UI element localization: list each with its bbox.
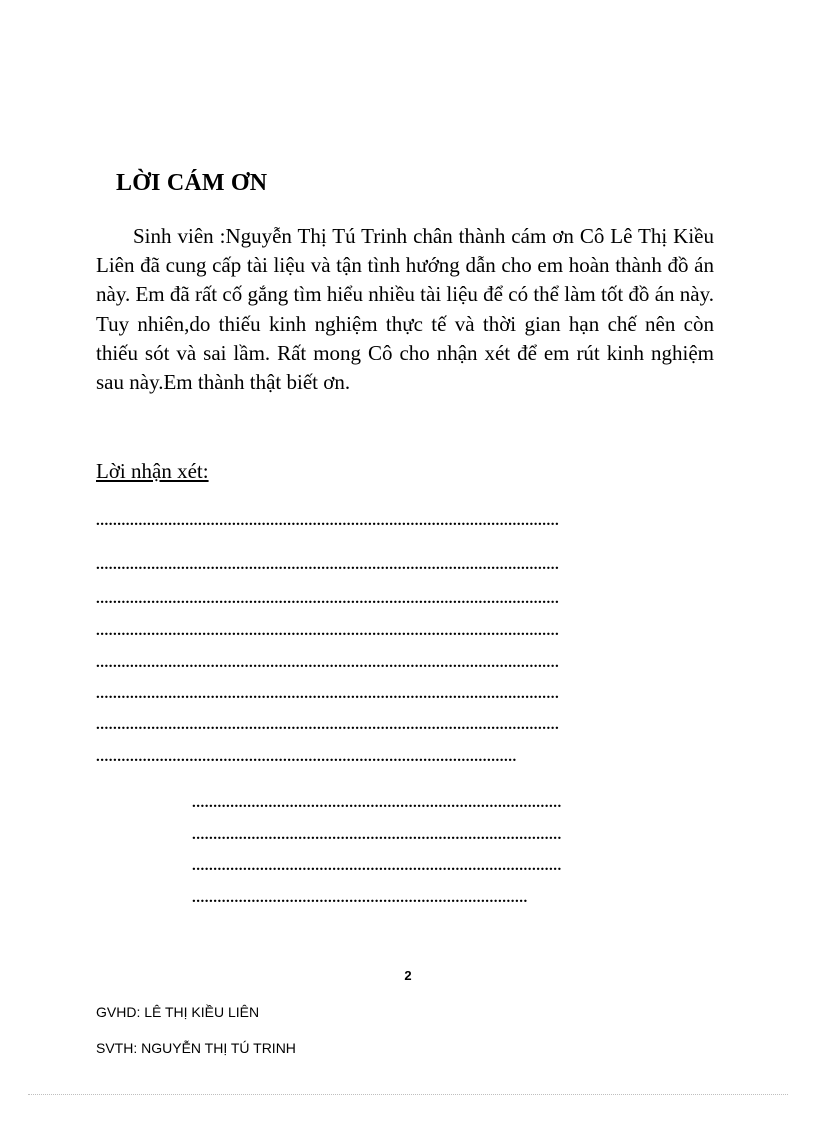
comment-line: ............................................................................................................. bbox=[96, 655, 560, 671]
page-number: 2 bbox=[404, 968, 412, 983]
comment-line: ............................................................................................................. bbox=[96, 686, 560, 702]
comment-line: ............................................................................................................. bbox=[96, 557, 560, 573]
comment-line: ............................................................................................................. bbox=[96, 623, 560, 639]
indented-line: ............................................................................... bbox=[192, 890, 528, 906]
comment-line: ............................................................................................................. bbox=[96, 513, 560, 529]
footer-svth: SVTH: NGUYỄN THỊ TÚ TRINH bbox=[96, 1040, 296, 1056]
page-title: LỜI CÁM ƠN bbox=[116, 170, 268, 196]
indented-line: ....................................................................................... bbox=[192, 795, 562, 811]
indented-line: ....................................................................................... bbox=[192, 827, 562, 843]
comment-line: ................................................................................................... bbox=[96, 749, 517, 765]
page-bottom-divider bbox=[28, 1094, 788, 1095]
acknowledgement-paragraph: Sinh viên :Nguyễn Thị Tú Trinh chân thành cám ơn Cô Lê Thị Kiều Liên đã cung cấp tài liệu và tận tình hướng dẫn cho em hoàn thành đồ án này. Em đã rất cố gắng tìm hiểu nhiều tài liệu để có thể làm tốt đồ án này. Tuy nhiên,do thiếu kinh nghiệm thực tế và thời gian hạn chế nên còn thiếu sót và sai lầm. Rất mong Cô cho nhận xét để em rút kinh nghiệm sau này.Em thành thật biết ơn. bbox=[96, 224, 714, 395]
indented-line: ....................................................................................... bbox=[192, 858, 562, 874]
comment-line: ............................................................................................................. bbox=[96, 591, 560, 607]
comment-label: Lời nhận xét: bbox=[96, 459, 209, 483]
comment-line: ............................................................................................................. bbox=[96, 717, 560, 733]
footer-gvhd: GVHD: LÊ THỊ KIỀU LIÊN bbox=[96, 1004, 260, 1020]
